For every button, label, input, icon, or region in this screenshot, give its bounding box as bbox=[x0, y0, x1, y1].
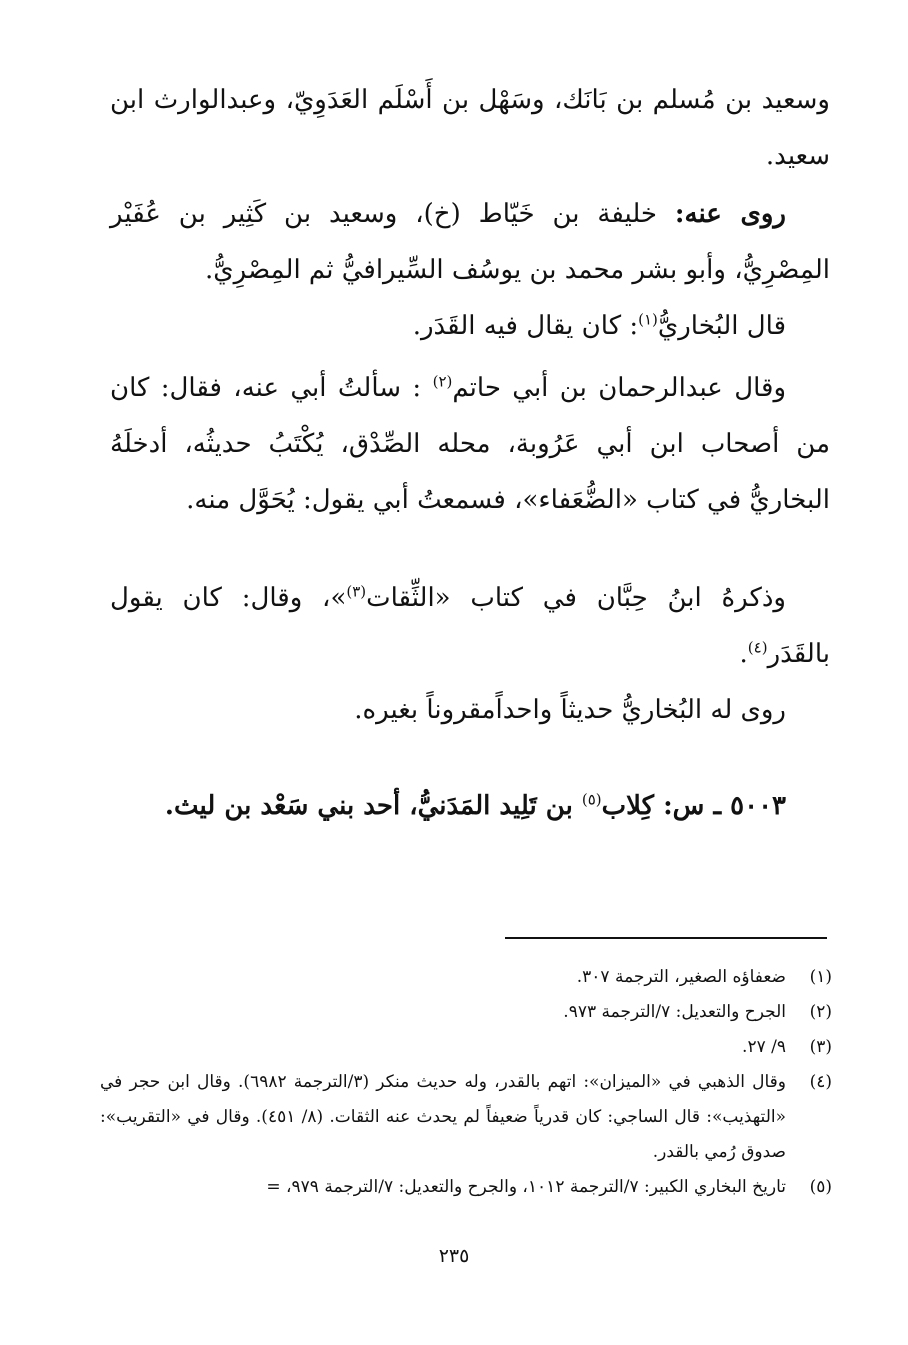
footnote-number: (٢) bbox=[809, 1002, 832, 1022]
footnote-text: ٩/ ٢٧. bbox=[742, 1037, 786, 1057]
page-number: ٢٣٥ bbox=[438, 1245, 470, 1267]
paragraph-narrators bbox=[110, 72, 830, 184]
paragraph-text: . bbox=[739, 639, 748, 669]
paragraph-text: وذكرهُ ابنُ حِبَّان في كتاب «الثِّقات bbox=[366, 583, 786, 613]
paragraph-text: روى له البُخاريُّ حديثاً واحداًمقروناً بغيره. bbox=[354, 695, 786, 725]
footnote-number: (٤) bbox=[809, 1072, 832, 1092]
paragraph-text: وسعيد بن مُسلم بن بَانَك، وسَهْل بن أَسْلَم العَدَوِيّ، وعبدالوارث ابن سعيد. bbox=[110, 85, 830, 171]
paragraph-text: وقال عبدالرحمان بن أبي حاتم bbox=[452, 373, 786, 403]
paragraph-text: قال البُخاريُّ bbox=[657, 311, 786, 341]
footnote-reference[interactable]: (٥) bbox=[581, 790, 602, 809]
footnote-number: (١) bbox=[809, 967, 832, 987]
footnote-separator bbox=[505, 937, 827, 939]
footnote-text: وقال الذهبي في «الميزان»: اتهم بالقدر، وله حديث منكر (٣/الترجمة ٦٩٨٢). وقال ابن حجر في «التهذيب»: قال الساجي: كان قدرياً ضعيفاً لم يحدث عنه الثقات. (٨/ ٤٥١). وقال في «التقريب»: صدوق رُمي بالقدر. bbox=[100, 1072, 787, 1162]
footnote-item bbox=[100, 1030, 832, 1065]
footnote-reference[interactable]: (٤) bbox=[747, 638, 768, 657]
footnotes-section bbox=[100, 960, 832, 1205]
paragraph-bukhari-quote bbox=[110, 298, 830, 354]
footnote-reference[interactable]: (٣) bbox=[346, 582, 367, 601]
paragraph-narrated-from-him bbox=[110, 186, 830, 298]
footnote-number: (٣) bbox=[809, 1037, 832, 1057]
footnote-item bbox=[100, 995, 832, 1030]
paragraph-text: : سألتُ أبي عنه، فقال: كان من أصحاب ابن أبي عَرُوبة، محله الصِّدْق، يُكْتَبُ حديثُه، أدخلَهُ البخاريُّ في كتاب «الضُّعَفاء»، فسمعتُ أبي يقول: يُحَوَّل منه. bbox=[110, 373, 830, 515]
footnote-reference[interactable]: (١) bbox=[638, 310, 658, 329]
footnote-text: تاريخ البخاري الكبير: ٧/الترجمة ١٠١٢، والجرح والتعديل: ٧/الترجمة ٩٧٩، = bbox=[266, 1177, 786, 1197]
entry-text: بن تَلِيد المَدَنيُّ، أحد بني سَعْد بن ليث. bbox=[164, 791, 582, 821]
footnote-number: (٥) bbox=[809, 1177, 832, 1197]
paragraph-text: »، وقال: كان يقول بالقَدَر bbox=[110, 583, 830, 669]
paragraph-ibn-abi-hatim-quote bbox=[110, 360, 830, 528]
footnote-text: ضعفاؤه الصغير، الترجمة ٣٠٧. bbox=[576, 967, 786, 987]
footnote-item bbox=[100, 1065, 832, 1170]
paragraph-bukhari-narration bbox=[110, 682, 830, 738]
footnote-reference[interactable]: (٢) bbox=[432, 372, 453, 391]
footnote-item bbox=[100, 960, 832, 995]
entry-heading-5003 bbox=[110, 778, 830, 834]
paragraph-text: : كان يقال فيه القَدَر. bbox=[412, 311, 639, 341]
section-label: روى عنه: bbox=[674, 199, 786, 229]
paragraph-text: خليفة بن خَيّاط (خ)، وسعيد بن كَثِير بن عُفَيْر المِصْرِيُّ، وأبو بشر محمد بن يوسُف السِّيرافيُّ ثم المِصْرِيُّ. bbox=[110, 199, 830, 285]
footnote-item bbox=[100, 1170, 832, 1205]
paragraph-ibn-hibban-quote bbox=[110, 570, 830, 682]
entry-text: ٥٠٠٣ ـ س: كِلاب bbox=[601, 791, 786, 821]
footnote-text: الجرح والتعديل: ٧/الترجمة ٩٧٣. bbox=[563, 1002, 786, 1022]
